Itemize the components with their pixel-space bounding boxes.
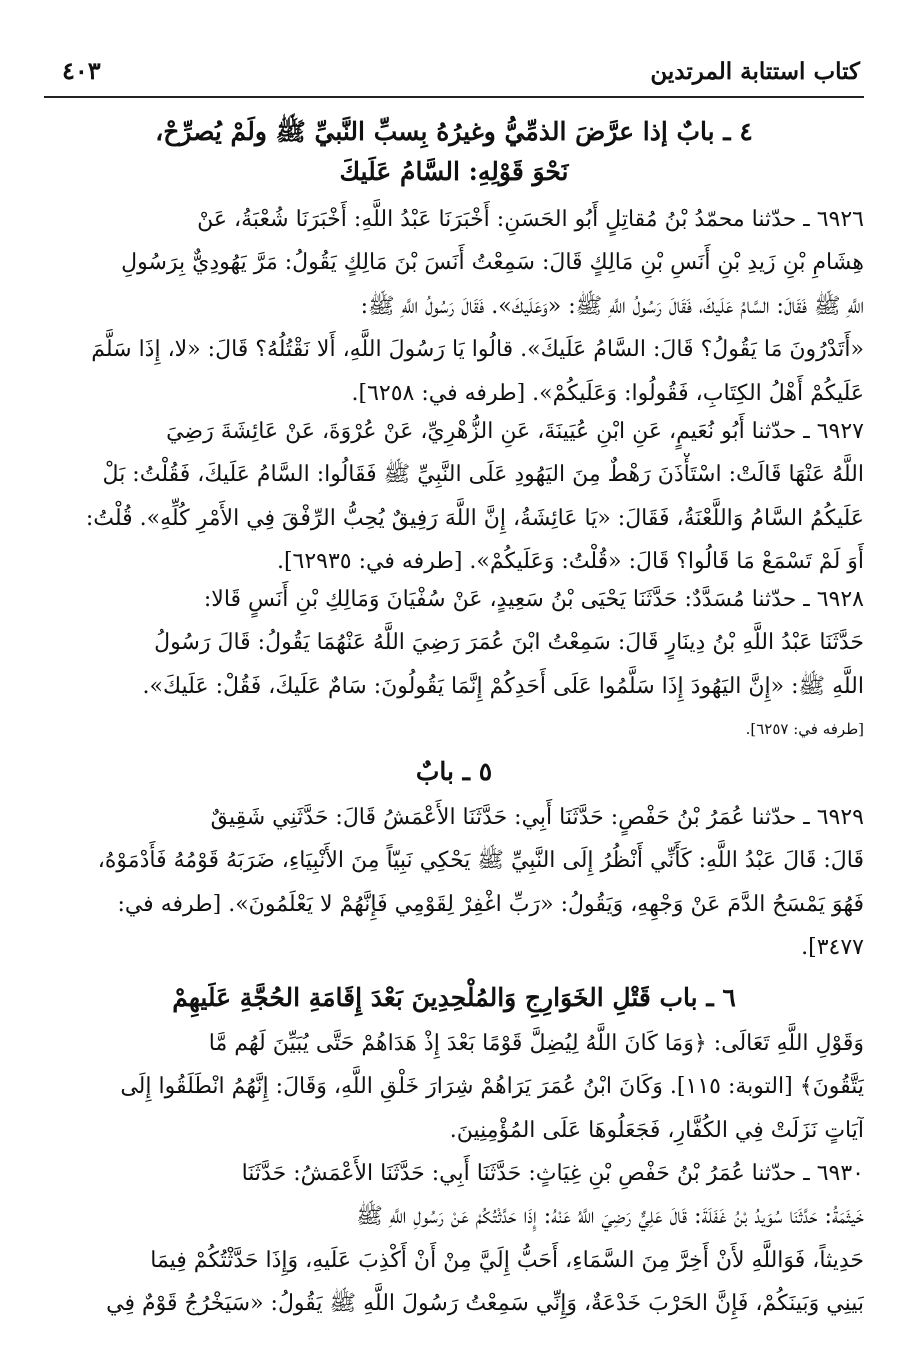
text-line: بَينِي وَبَينَكُمْ، فَإِنَّ الحَرْبَ خَدْعَةٌ، وَإِنِّي سَمِعْتُ رَسُولَ اللَّهِ ﷺ يَقُولُ: «سَيَخْرُجُ قَوْمٌ فِي [106, 1291, 864, 1317]
text-line: حَدَّثَنَا عَبْدُ اللَّهِ بْنُ دِينَارٍ قَالَ: سَمِعْتُ ابْنَ عُمَرَ رَضِيَ اللَّهُ عَنْهُمَا يَقُولُ: قَالَ رَسُولُ [154, 630, 864, 656]
hadith-6929 [62, 796, 864, 970]
text-line: قَالَ: قَالَ عَبْدُ اللَّهِ: كَأَنِّي أَنْظُرُ إِلَى النَّبِيِّ ﷺ يَحْكِي نَبِيّاً مِنَ الأَنْبِيَاءِ، ضَرَبَهُ قَوْمُهُ فَأَدْمَوْهُ، [97, 848, 864, 874]
page-number: ٤٠٣ [62, 56, 101, 85]
heading-line: نَحْوَ قَوْلِهِ: السَّامُ عَلَيكَ [339, 157, 569, 186]
text-line: هِشَامِ بْنِ زَيدِ بْنِ أَنَسِ بْنِ مَالِكٍ قَالَ: سَمِعْتُ أَنَسَ بْنَ مَالِكٍ يَقُولُ: مَرَّ يَهُودِيٌّ بِرَسُولِ [121, 250, 864, 276]
text-line: عَلَيكُمُ السَّامُ وَاللَّعْنَةُ، فَقَالَ: «يَا عَائِشَةُ، إِنَّ اللَّهَ رَفِيقٌ يُحِبُّ الرِّفْقَ فِي الأَمْرِ كُلِّهِ». قُلْتُ: [85, 505, 864, 531]
text-line: وَقَوْلِ اللَّهِ تَعَالَى: ﴿وَمَا كَانَ اللَّهُ لِيُضِلَّ قَوْمًا بَعْدَ إِذْ هَدَاهُمْ حَتَّى يُبَيِّنَ لَهُم مَّا [208, 1031, 864, 1056]
chapter-heading-5 [60, 752, 848, 792]
chapter-intro [62, 1022, 864, 1152]
text-line: اللَّهُ عَنْهَا قَالَتْ: اسْتَأْذَنَ رَهْطٌ مِنَ اليَهُودِ عَلَى النَّبِيِّ ﷺ فَقَالُوا: السَّامُ عَلَيكَ، فَقُلْتُ: بَلْ [102, 462, 864, 488]
hadith-6928 [62, 578, 864, 752]
text-line: حَدِيثاً، فَوَاللَّهِ لأَنْ أَخِرَّ مِنَ السَّمَاءِ، أَحَبُّ إِلَيَّ مِنْ أَنْ أَكْذِبَ عَلَيهِ، وَإِذَا حَدَّثْتُكُمْ فِيمَا [150, 1247, 864, 1273]
text-line: [طرفه في: ٦٢٥٧]. [745, 720, 864, 739]
text-line: ٣٤٧٧]. [801, 935, 864, 961]
text-line: اللَّهِ ﷺ فَقَالَ: السَّامُ عَلَيكَ، فَقَالَ رَسُولُ اللَّهِ ﷺ: «وَعَلَيكَ». فَقَالَ رَسُولُ اللَّهِ ﷺ: [360, 293, 864, 319]
text-line: ٦٩٣٠ ـ حدّثنا عُمَرُ بْنُ حَفْصِ بْنِ غِيَاثٍ: حَدَّثَنَا أَبِي: حَدَّثَنَا الأَعْمَشُ: حَدَّثَنَا [241, 1161, 864, 1186]
text-line: فَهُوَ يَمْسَحُ الدَّمَ عَنْ وَجْهِهِ، وَيَقُولُ: «رَبِّ اغْفِرْ لِقَوْمِي فَإِنَّهُمْ لا يَعْلَمُونَ». [طرفه في: [117, 891, 864, 917]
text-line: يَتَّقُونَ﴾ [التوبة: ١١٥]. وَكَانَ ابْنُ عُمَرَ يَرَاهُمْ شِرَارَ خَلْقِ اللَّهِ، وَقَالَ: إِنَّهُمُ انْطَلَقُوا إِلَى [120, 1074, 864, 1100]
text-line: «أَتَدْرُونَ مَا يَقُولُ؟ قَالَ: السَّامُ عَلَيكَ». قالُوا يَا رَسُولَ اللَّهِ، أَلا نَقْتُلُهُ؟ قَالَ: «لا، إِذَا سَلَّمَ [91, 337, 864, 363]
heading-line: ٤ ـ بابٌ إذا عرَّضَ الذمِّيُّ وغيرُهُ بِسبِّ النَّبيِّ ﷺ ولَمْ يُصرِّحْ، [155, 117, 753, 146]
text-line: ٦٩٢٧ ـ حدّثنا أَبُو نُعَيمٍ، عَنِ ابْنِ عُيَينَةَ، عَنِ الزُّهْرِيِّ، عَنْ عُرْوَةَ، عَنْ عَائِشَةَ رَضِيَ [166, 419, 864, 444]
hadith-6930 [62, 1152, 864, 1326]
page-header [44, 50, 864, 98]
text-line: اللَّهِ ﷺ: «إِنَّ اليَهُودَ إِذَا سَلَّمُوا عَلَى أَحَدِكُمْ إِنَّمَا يَقُولُونَ: سَامٌ عَلَيكَ، فَقُلْ: عَلَيكَ». [142, 673, 864, 699]
hadith-6926 [62, 198, 864, 415]
heading-line: ٦ ـ باب قَتْلِ الخَوَارِجِ وَالمُلْحِدِينَ بَعْدَ إِقَامَةِ الحُجَّةِ عَلَيهِمْ [172, 983, 736, 1012]
text-line: عَلَيكُمْ أَهْلُ الكِتَابِ، فَقُولُوا: وَعَلَيكُمْ». [طرفه في: ٦٢٥٨]. [351, 380, 864, 406]
chapter-heading-6 [60, 978, 848, 1018]
heading-line: ٥ ـ بابٌ [415, 757, 493, 786]
text-line: خَيثَمَةُ: حَدَّثَنَا سُوَيدُ بْنُ غَفَلَةَ: قَالَ عَلِيٌّ رَضِيَ اللَّهُ عَنْهُ: إِذَا حَدَّثْتُكُمْ عَنْ رَسُولِ اللَّهِ ﷺ [356, 1204, 864, 1230]
text-line: ٦٩٢٦ ـ حدّثنا محمّدُ بْنُ مُقاتِلٍ أَبُو الحَسَنِ: أَخْبَرَنَا عَبْدُ اللَّهِ: أَخْبَرَنَا شُعْبَةُ، عَنْ [197, 207, 864, 232]
text-line: ٦٩٢٨ ـ حدّثنا مُسَدَّدٌ: حَدَّثَنَا يَحْيَى بْنُ سَعِيدٍ، عَنْ سُفْيَانَ وَمَالِكِ بْنِ أَنَسٍ قَالا: [203, 587, 864, 612]
running-title: كتاب استتابة المرتدين [650, 58, 860, 85]
text-line: آيَاتٍ نَزَلَتْ فِي الكُفَّارِ، فَجَعَلُوهَا عَلَى المُؤْمِنِينَ. [449, 1117, 864, 1143]
hadith-6927 [62, 410, 864, 584]
text-line: أَوَ لَمْ تَسْمَعْ مَا قَالُوا؟ قَالَ: «قُلْتُ: وَعَلَيكُمْ». [طرفه في: ٦٢٩٣٥]. [276, 549, 864, 575]
text-line: ٦٩٢٩ ـ حدّثنا عُمَرُ بْنُ حَفْصٍ: حَدَّثَنَا أَبِي: حَدَّثَنَا الأَعْمَشُ قَالَ: حَدَّثَنِي شَقِيقٌ [210, 805, 864, 830]
chapter-heading-4 [60, 112, 848, 192]
